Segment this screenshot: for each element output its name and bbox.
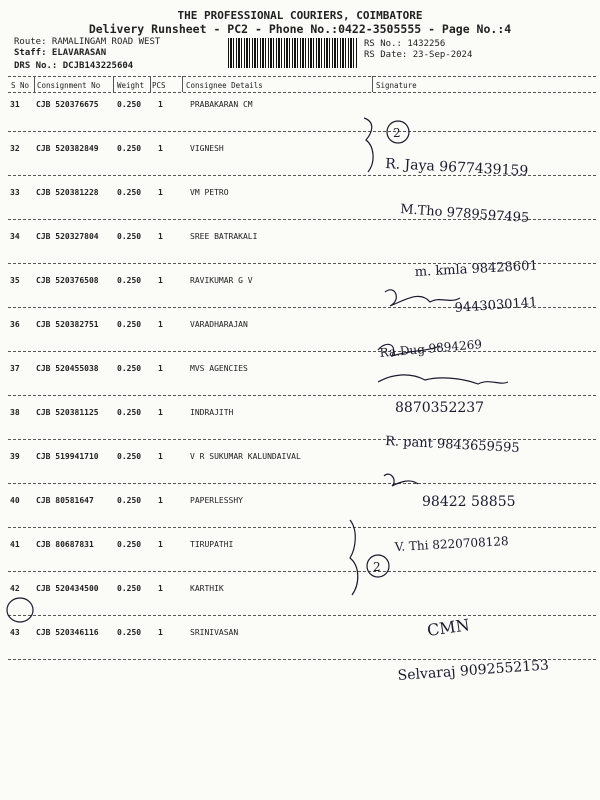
header-bottom-rule [8,92,596,93]
row-consignee: SREE BATRAKALI [190,232,258,241]
circle-mark [7,598,33,622]
circle-mark [367,555,389,577]
row-pcs: 1 [158,628,163,637]
row-sno: 32 [10,144,20,153]
row-separator [8,131,596,132]
col-header-consignment: Consignment No [37,81,101,90]
row-consignee: KARTHIK [190,584,224,593]
row-sno: 43 [10,628,20,637]
row-pcs: 1 [158,144,163,153]
col-divider [34,76,35,92]
row-consignment-no: CJB 520381125 [36,408,99,417]
bracket-mark [350,520,358,595]
row-weight: 0.250 [117,584,142,593]
row-consignment-no: CJB 520434500 [36,584,99,593]
signature-scribble [384,474,418,486]
row-sno: 37 [10,364,20,373]
handwritten-signature: 8870352237 [395,400,485,416]
row-sno: 34 [10,232,20,241]
row-consignment-no: CJB 520382849 [36,144,99,153]
row-pcs: 1 [158,364,163,373]
row-separator [8,307,596,308]
row-consignment-no: CJB 520455038 [36,364,99,373]
row-weight: 0.250 [117,628,142,637]
row-sno: 38 [10,408,20,417]
row-separator [8,263,596,264]
col-header-consignee: Consignee Details [186,81,263,90]
rs-number: RS No.: 1432256 [364,39,446,49]
row-consignee: RAVIKUMAR G V [190,276,253,285]
row-separator [8,527,596,528]
row-weight: 0.250 [117,364,142,373]
handwritten-signature: V. Thi 8220708128 [394,534,509,554]
row-sno: 41 [10,540,20,549]
row-consignment-no: CJB 520376508 [36,276,99,285]
row-weight: 0.250 [117,144,142,153]
row-consignment-no: CJB 520376675 [36,100,99,109]
row-separator [8,219,596,220]
handwritten-signature: CMN [425,615,471,640]
row-separator [8,351,596,352]
drs-number: DRS No.: DCJB143225604 [14,61,134,71]
handwritten-signature: m. kmla 98428601 [414,258,539,280]
handwritten-signature: Ra.Dug 9894269 [379,337,483,360]
col-header-sno: S No [11,81,30,90]
signature-scribble [385,290,460,306]
row-consignment-no: CJB 520382751 [36,320,99,329]
row-sno: 36 [10,320,20,329]
circle-mark [387,121,409,143]
row-separator [8,395,596,396]
company-title: THE PROFESSIONAL COURIERS, COIMBATORE [177,9,423,22]
row-separator [8,659,596,660]
row-weight: 0.250 [117,188,142,197]
row-separator [8,439,596,440]
handwritten-signature: 98422 58855 [422,494,516,510]
bracket-mark [364,118,373,172]
row-consignee: VIGNESH [190,144,224,153]
header-top-rule [8,76,596,77]
row-pcs: 1 [158,188,163,197]
row-sno: 33 [10,188,20,197]
handwritten-circle-number: 2 [373,560,381,574]
row-separator [8,483,596,484]
row-weight: 0.250 [117,496,142,505]
handwritten-signature: M.Tho 9789597495 [399,202,530,226]
rs-date: RS Date: 23-Sep-2024 [364,50,473,60]
row-weight: 0.250 [117,232,142,241]
row-weight: 0.250 [117,276,142,285]
row-weight: 0.250 [117,320,142,329]
col-header-signature: Signature [376,81,417,90]
row-sno: 40 [10,496,20,505]
row-weight: 0.250 [117,452,142,461]
route-label: Route: RAMALINGAM ROAD WEST [14,37,161,47]
handwritten-signature: R. Jaya 9677439159 [384,156,529,180]
row-pcs: 1 [158,276,163,285]
handwritten-signature: 9443030141 [454,295,538,316]
row-sno: 39 [10,452,20,461]
row-pcs: 1 [158,540,163,549]
col-header-pcs: PCS [152,81,166,90]
staff-label: Staff: ELAVARASAN [14,48,107,58]
col-divider [372,76,373,92]
row-weight: 0.250 [117,100,142,109]
row-consignee: MVS AGENCIES [190,364,248,373]
col-divider [182,76,183,92]
row-separator [8,571,596,572]
col-header-weight: Weight [117,81,145,90]
row-weight: 0.250 [117,540,142,549]
row-pcs: 1 [158,408,163,417]
row-consignee: SRINIVASAN [190,628,239,637]
handwritten-circle-number: 2 [393,126,401,140]
row-pcs: 1 [158,232,163,241]
row-pcs: 1 [158,496,163,505]
row-consignment-no: CJB 80687831 [36,540,94,549]
row-sno: 42 [10,584,20,593]
row-separator [8,175,596,176]
row-consignment-no: CJB 520381228 [36,188,99,197]
row-consignment-no: CJB 520346116 [36,628,99,637]
row-consignee: VARADHARAJAN [190,320,248,329]
handwritten-signature: Selvaraj 9092552153 [397,657,550,684]
row-sno: 35 [10,276,20,285]
runsheet-title: Delivery Runsheet - PC2 - Phone No.:0422-3505555 - Page No.:4 [88,22,512,36]
row-consignment-no: CJB 520327804 [36,232,99,241]
row-consignee: V R SUKUMAR KALUNDAIVAL [190,452,301,461]
row-separator [8,615,596,616]
row-pcs: 1 [158,320,163,329]
row-pcs: 1 [158,100,163,109]
col-divider [113,76,114,92]
row-pcs: 1 [158,452,163,461]
row-pcs: 1 [158,584,163,593]
row-consignment-no: CJB 80581647 [36,496,94,505]
row-weight: 0.250 [117,408,142,417]
row-consignee: VM PETRO [190,188,229,197]
row-consignee: INDRAJITH [190,408,234,417]
row-consignment-no: CJB 519941710 [36,452,99,461]
row-sno: 31 [10,100,20,109]
handwritten-signature: R. pant 9843659595 [384,434,520,457]
row-consignee: PRABAKARAN CM [190,100,253,109]
row-consignee: PAPERLESSHY [190,496,243,505]
row-consignee: TIRUPATHI [190,540,234,549]
signature-scribble [378,375,508,384]
barcode [228,38,358,68]
col-divider [150,76,151,92]
